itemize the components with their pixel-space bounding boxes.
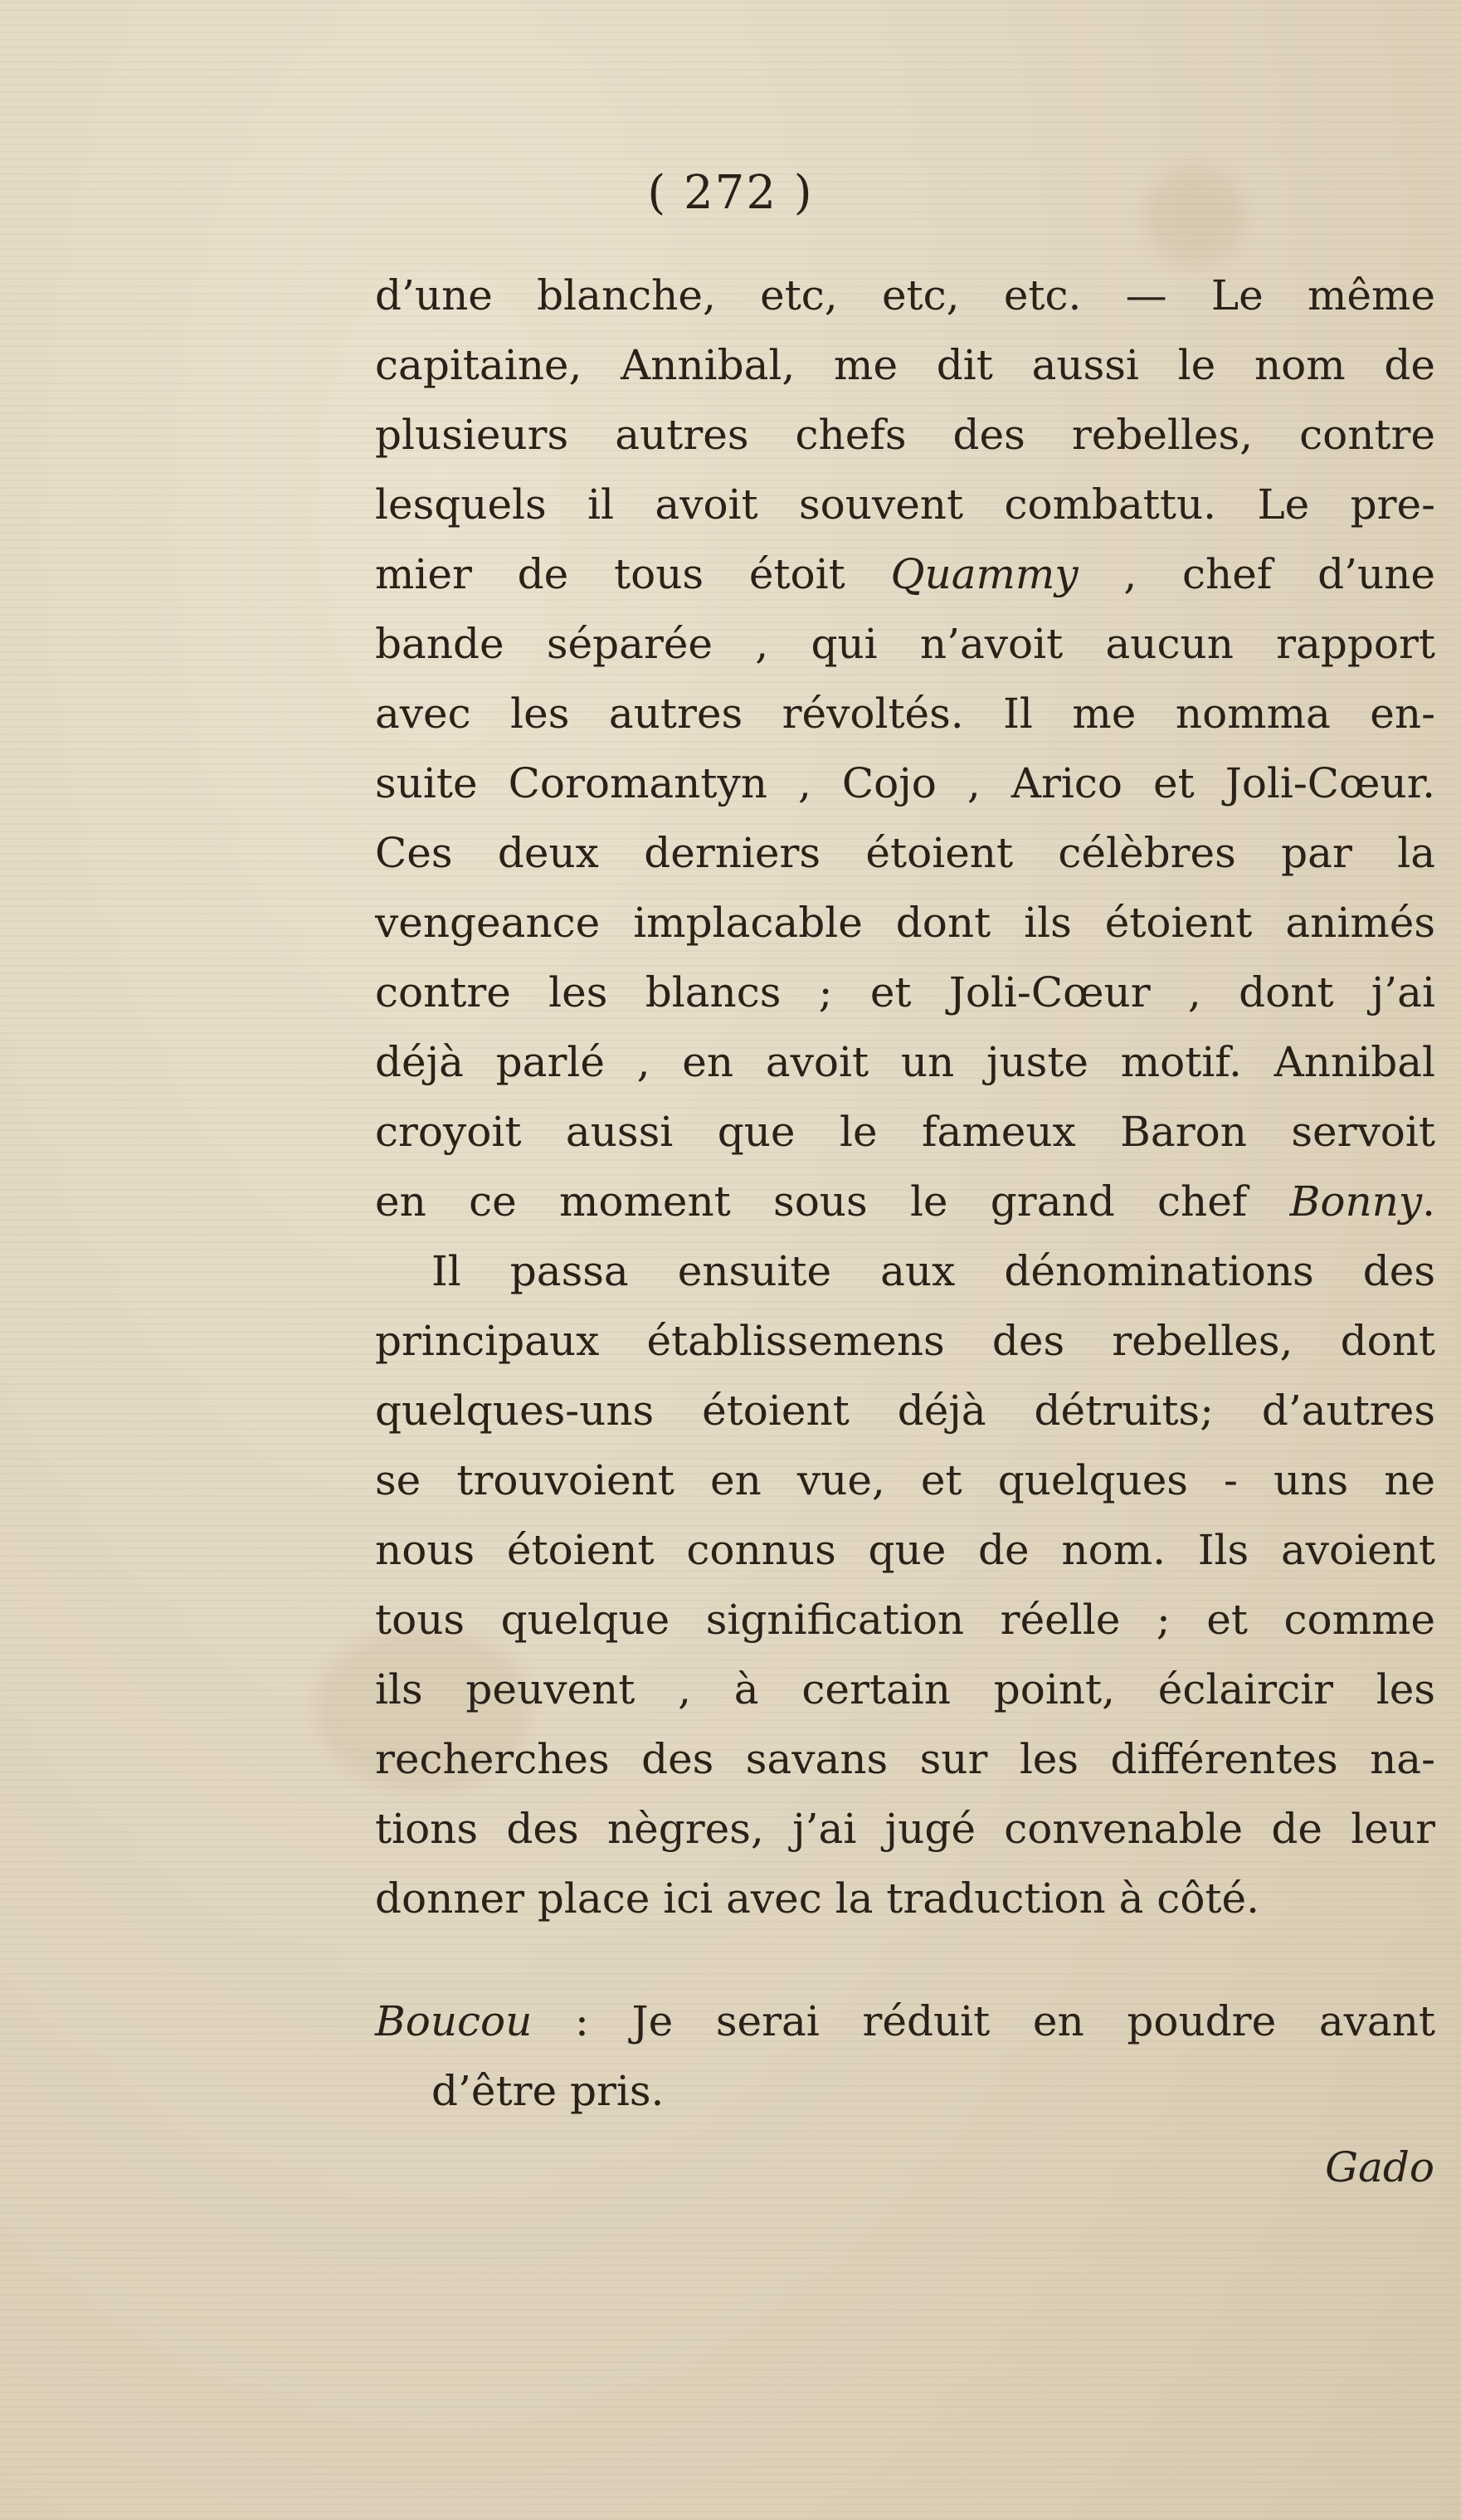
- text-line: quelques-uns étoient déjà détruits; d’autres: [375, 1387, 1435, 1435]
- text-line: d’une blanche, etc, etc, etc. — Le même: [375, 271, 1435, 319]
- text-line: en ce moment sous le grand chef Bonny.: [375, 1177, 1435, 1226]
- glossary-entry: [375, 1986, 1435, 2056]
- text-line: bande séparée , qui n’avoit aucun rapport: [375, 620, 1435, 668]
- text-line: Ces deux derniers étoient célèbres par la: [375, 829, 1435, 877]
- text-line: se trouvoient en vue, et quelques - uns ne: [375, 1456, 1435, 1504]
- text-line: tous quelque signification réelle ; et comme: [375, 1596, 1435, 1644]
- text-line: vengeance implacable dont ils étoient animés: [375, 899, 1435, 947]
- text-line: capitaine, Annibal, me dit aussi le nom de: [375, 341, 1435, 389]
- text-line: tions des nègres, j’ai jugé convenable de leur: [375, 1805, 1435, 1853]
- text-line: déjà parlé , en avoit un juste motif. Annibal: [375, 1038, 1435, 1086]
- glossary-definition: : Je serai réduit en poudre avant: [532, 1997, 1435, 2045]
- italic-name: Bonny: [1289, 1177, 1423, 1226]
- text-line: croyoit aussi que le fameux Baron servoit: [375, 1108, 1435, 1156]
- catchword: Gado: [1325, 2143, 1434, 2191]
- text-line: mier de tous étoit Quammy , chef d’une: [375, 550, 1435, 598]
- text-line: principaux établissemens des rebelles, dont: [375, 1317, 1435, 1365]
- glossary-definition-continued: d’être pris.: [431, 2067, 665, 2115]
- text-line: Il passa ensuite aux dénominations des: [431, 1247, 1435, 1295]
- text-line: donner place ici avec la traduction à côté.: [375, 1874, 1259, 1923]
- text-line: recherches des savans sur les différentes na-: [375, 1735, 1435, 1783]
- text-line: lesquels il avoit souvent combattu. Le pre-: [375, 480, 1435, 529]
- text-line: contre les blancs ; et Joli-Cœur , dont j’ai: [375, 968, 1435, 1016]
- text-line: plusieurs autres chefs des rebelles, contre: [375, 411, 1435, 459]
- text-line: avec les autres révoltés. Il me nomma en-: [375, 690, 1435, 738]
- page-number: ( 272 ): [647, 166, 814, 220]
- text-line: nous étoient connus que de nom. Ils avoient: [375, 1526, 1435, 1574]
- text-line: ils peuvent , à certain point, éclaircir les: [375, 1665, 1435, 1713]
- text-line: suite Coromantyn , Cojo , Arico et Joli-Cœur.: [375, 759, 1435, 807]
- italic-name: Quammy: [890, 550, 1079, 598]
- glossary-term: Boucou: [375, 1997, 533, 2045]
